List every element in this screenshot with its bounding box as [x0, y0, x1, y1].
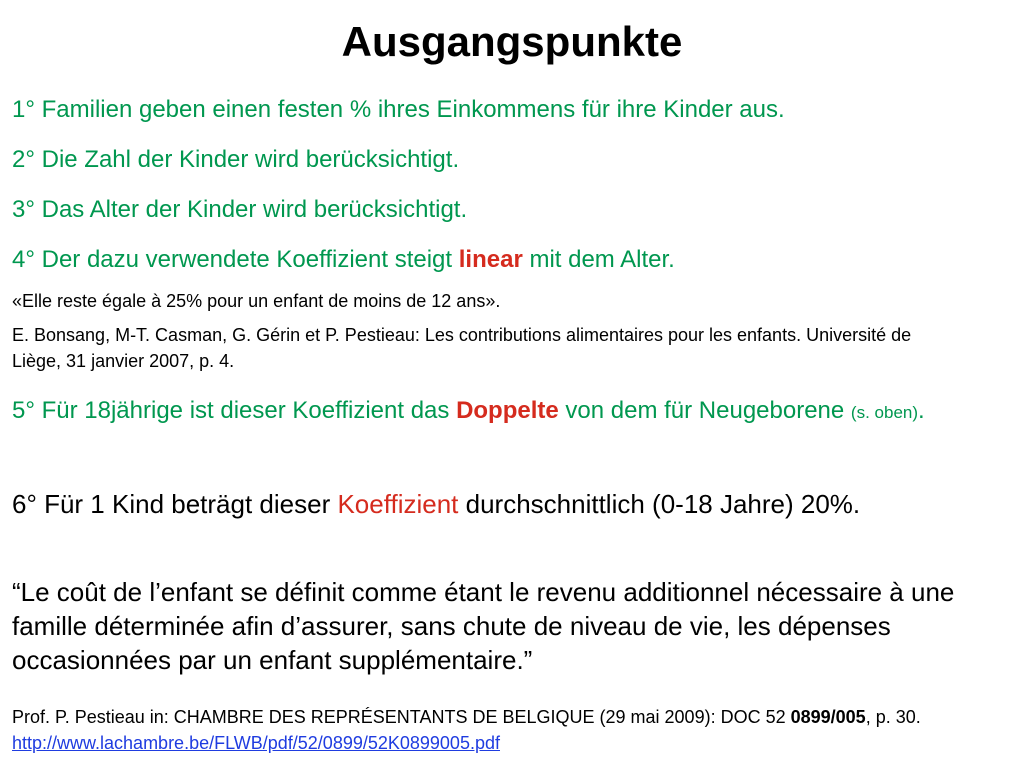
source-link[interactable]: http://www.lachambre.be/FLWB/pdf/52/0899/52K0899005.pdf	[12, 733, 500, 753]
reference-bonsang: E. Bonsang, M-T. Casman, G. Gérin et P. Pestieau: Les contributions alimentaires pour les enfants. Université de Liège, 31 janvier 2007, p. 4.	[12, 325, 912, 371]
quote-fr: «Elle reste égale à 25% pour un enfant de moins de 12 ans».	[12, 291, 501, 311]
item-4: 4° Der dazu verwendete Koeffizient steigt linear mit dem Alter.	[12, 246, 675, 273]
item-5-emphasis: Doppelte	[456, 397, 559, 424]
item-6: 6° Für 1 Kind beträgt dieser Koeffizient durchschnittlich (0-18 Jahre) 20%.	[12, 489, 861, 519]
item-5: 5° Für 18jährige ist dieser Koeffizient das Doppelte von dem für Neugeborene (s. oben).	[12, 397, 925, 424]
item-2: 2° Die Zahl der Kinder wird berücksichtigt.	[12, 146, 460, 173]
quote-cost: “Le coût de l’enfant se définit comme étant le revenu additionnel nécessaire à une famille déterminée afin d’assurer, sans chute de niveau de vie, les dépenses occasionnées par un enfant supplémentaire.”	[12, 577, 955, 675]
reference-pestieau: Prof. P. Pestieau in: CHAMBRE DES REPRÉSENTANTS DE BELGIQUE (29 mai 2009): DOC 52 0899/005, p. 30. http://www.lachambre.be/FLWB/pdf/52/0899/52K0899005.pdf	[12, 707, 921, 753]
slide-title: Ausgangspunkte	[341, 18, 683, 65]
item-1: 1° Familien geben einen festen % ihres Einkommens für ihre Kinder aus.	[12, 96, 785, 123]
item-6-emphasis: Koeffizient	[337, 489, 459, 519]
item-3: 3° Das Alter der Kinder wird berücksichtigt.	[12, 196, 468, 223]
item-4-emphasis: linear	[458, 246, 523, 273]
